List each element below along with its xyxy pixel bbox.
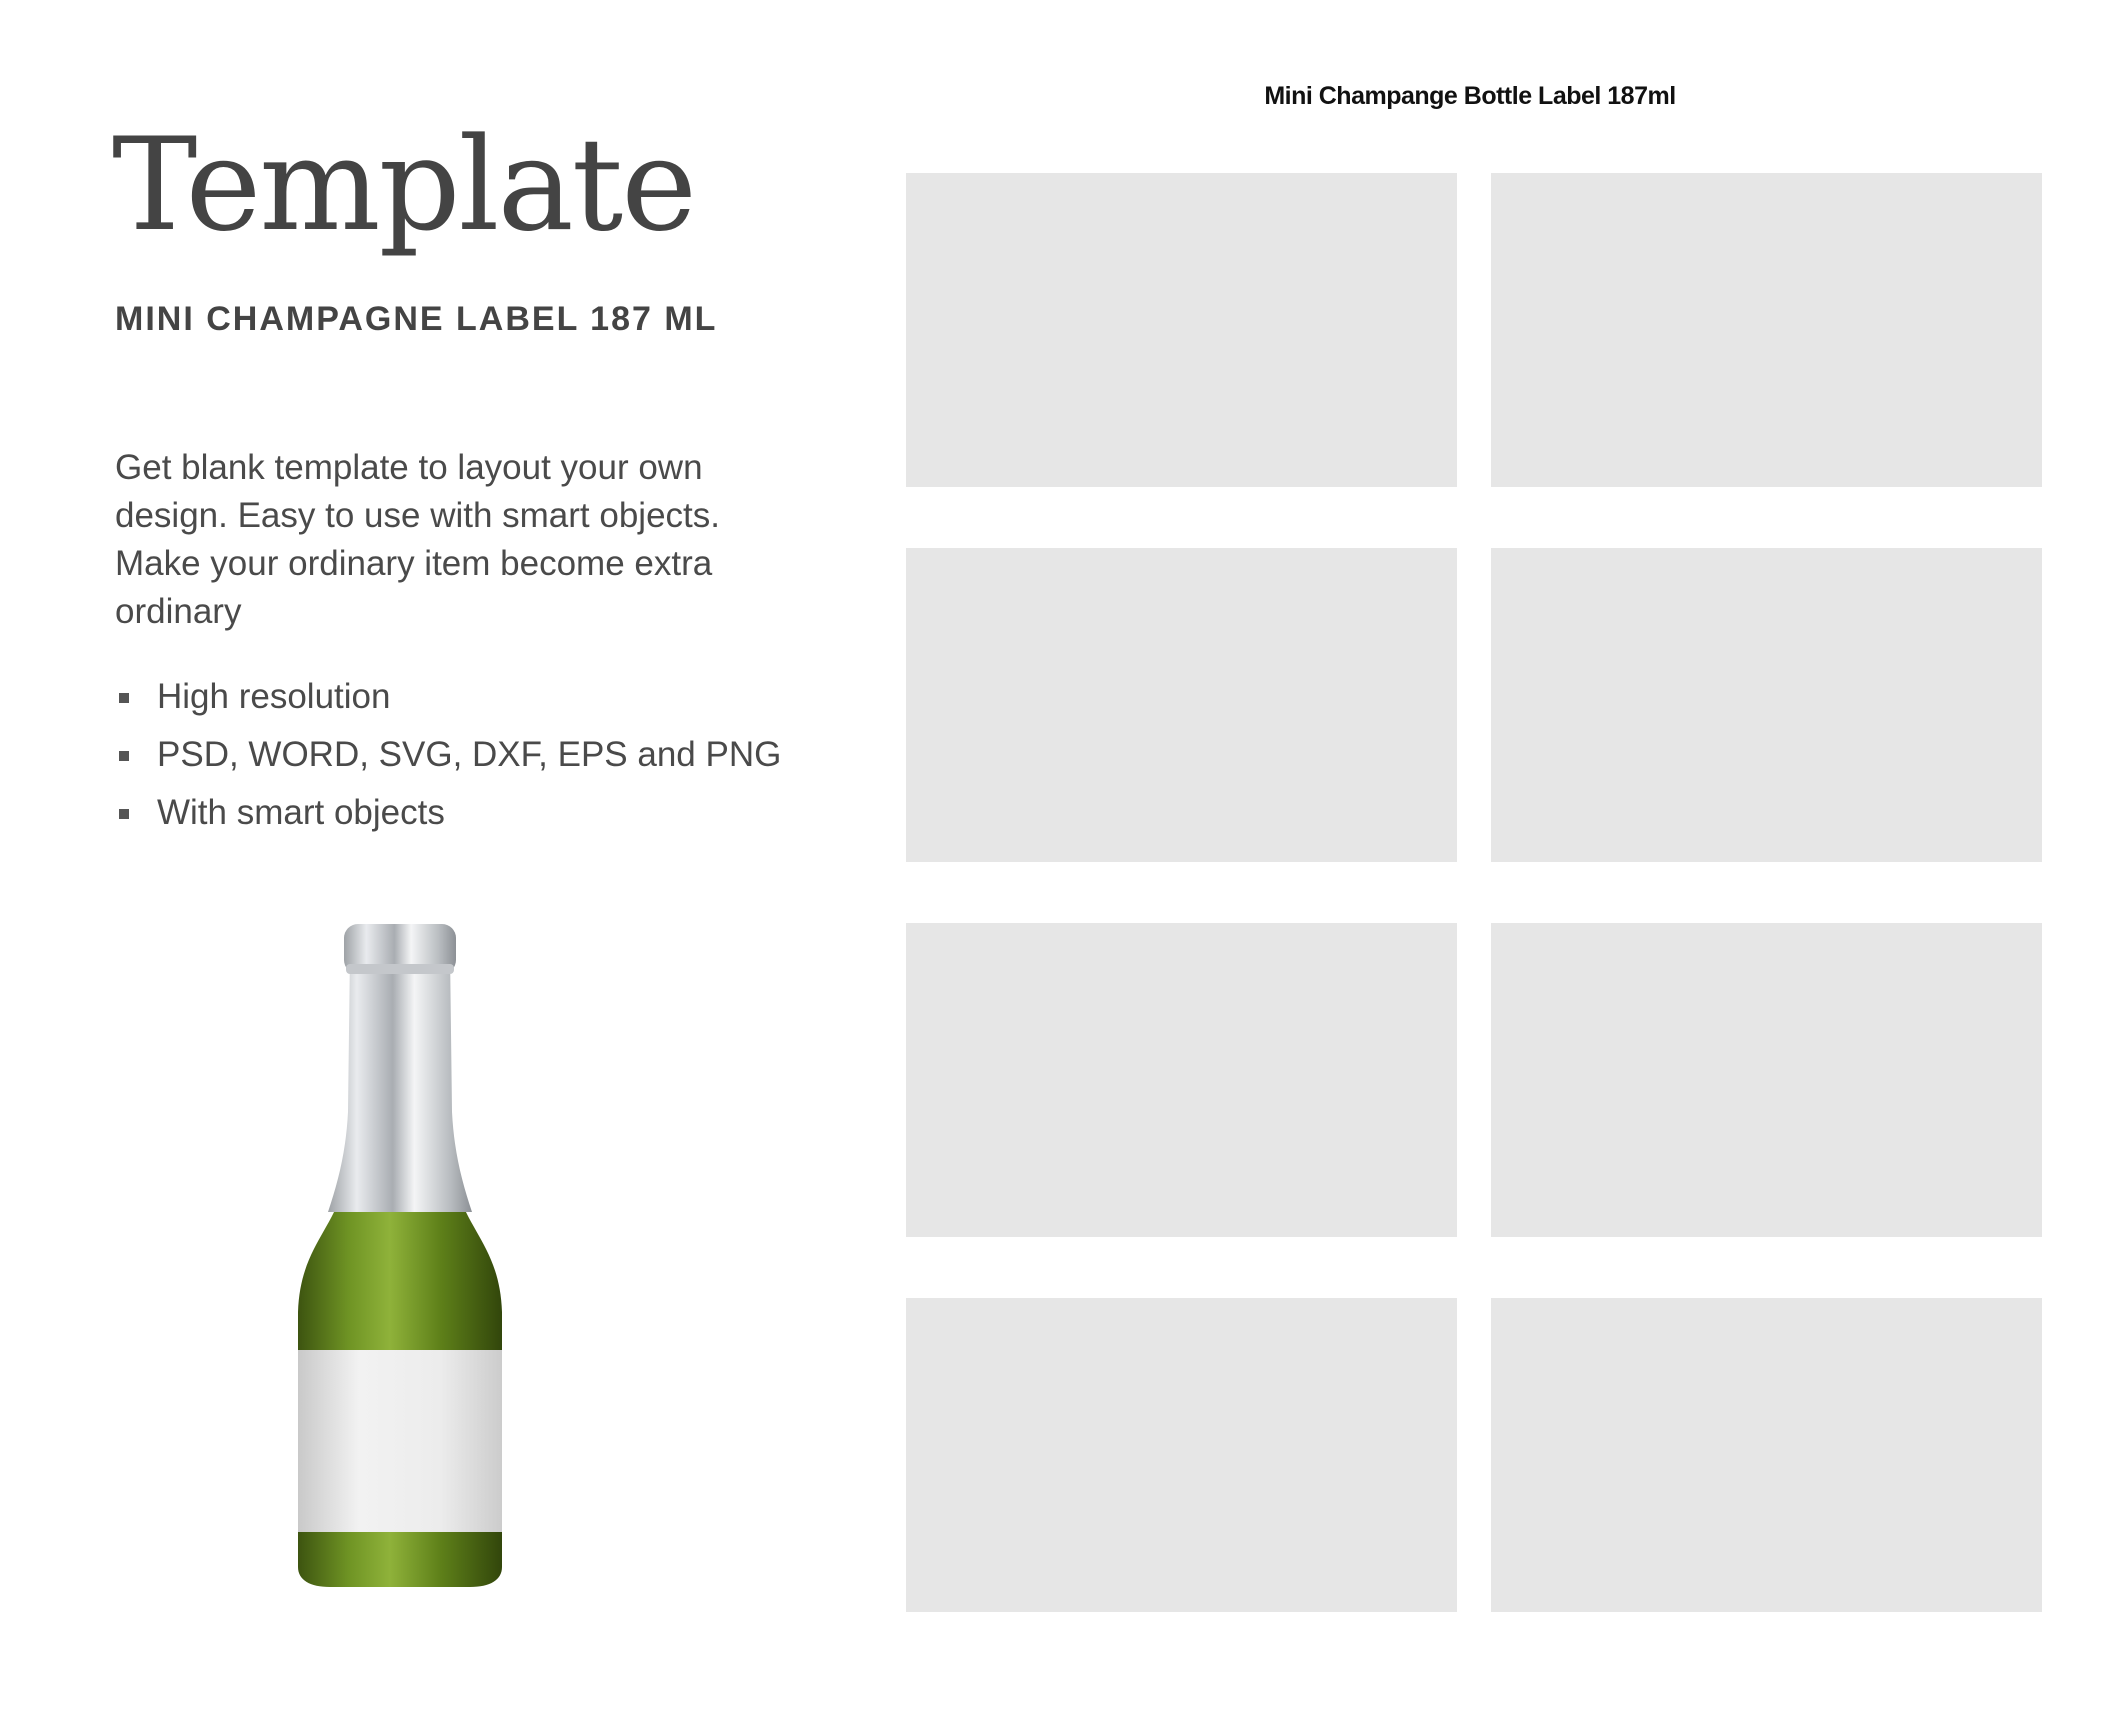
blank-label <box>906 1298 1457 1612</box>
feature-text: PSD, WORD, SVG, DXF, EPS and PNG <box>157 735 782 774</box>
bottle-illustration <box>290 912 510 1592</box>
blank-label <box>906 173 1457 487</box>
bottle-foil <box>328 952 472 1212</box>
label-sheet-grid <box>906 173 2042 1612</box>
product-subtitle: MINI CHAMPAGNE LABEL 187 ML <box>115 300 718 338</box>
blank-label <box>1491 1298 2042 1612</box>
feature-list <box>115 668 781 842</box>
blank-label <box>1491 923 2042 1237</box>
blank-label <box>1491 173 2042 487</box>
feature-item <box>115 726 781 784</box>
label-sheet-title: Mini Champange Bottle Label 187ml <box>1264 82 1676 110</box>
feature-item <box>115 668 781 726</box>
feature-item <box>115 784 781 842</box>
product-description: Get blank template to layout your own design. Easy to use with smart objects. Make your ordinary item become extra ordinary <box>115 448 720 631</box>
page-title: Template <box>112 111 695 260</box>
blank-label <box>1491 548 2042 862</box>
bullet-icon <box>119 809 129 819</box>
bottle-label <box>298 1350 502 1532</box>
blank-label <box>906 923 1457 1237</box>
blank-label <box>906 548 1457 862</box>
bullet-icon <box>119 693 129 703</box>
feature-text: High resolution <box>157 677 391 716</box>
cap-rim <box>346 964 454 974</box>
feature-text: With smart objects <box>157 793 445 832</box>
champagne-bottle-image <box>290 912 510 1592</box>
bullet-icon <box>119 751 129 761</box>
